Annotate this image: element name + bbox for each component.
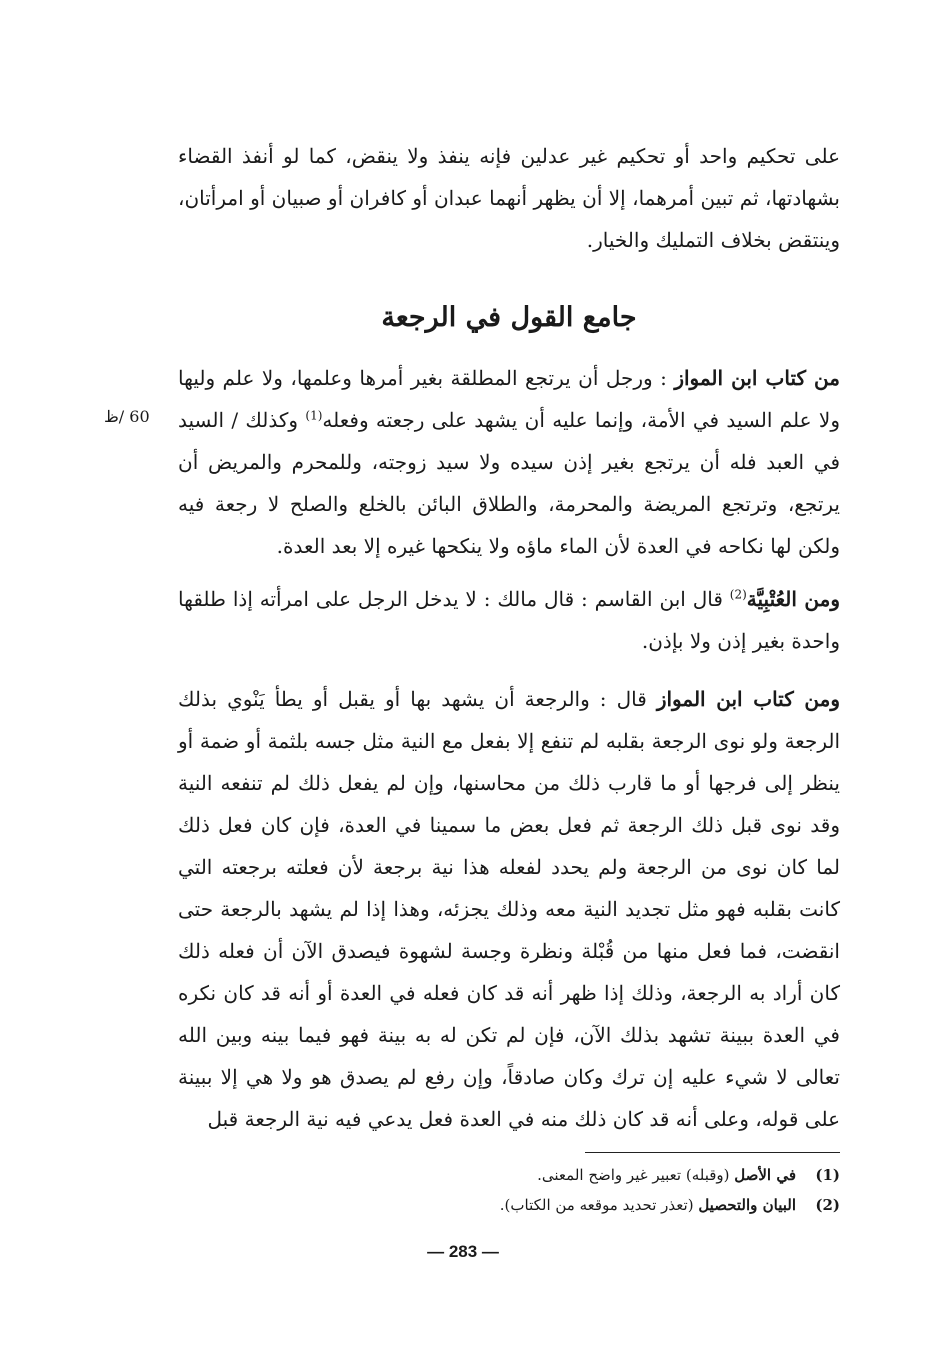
footnote-item <box>178 1190 840 1220</box>
footnote-source: البيان والتحصيل <box>698 1196 796 1214</box>
footnote-body: (تعذر تحديد موقعه من الكتاب). <box>499 1196 699 1214</box>
footnote-text <box>537 1160 796 1190</box>
footnote-ref-1: (1) <box>305 408 323 423</box>
paragraph-2-lead: ومن العُتْبِيَّة <box>746 587 840 611</box>
paragraph-2-text <box>178 578 840 662</box>
paragraph-1 <box>178 357 840 567</box>
intro-paragraph <box>178 135 840 261</box>
footnote-number: (1) <box>815 1166 840 1184</box>
paragraph-2-body: قال ابن القاسم : قال مالك : لا يدخل الرجل على امرأته إذا طلقها واحدة بغير إذن ولا بإذن. <box>178 587 840 653</box>
paragraph-3-body: قال : والرجعة أن يشهد بها أو يقبل أو يطأ يَنْوي بذلك الرجعة ولو نوى الرجعة بقلبه لم تنفع إلا بفعل مع النية مثل جسه بلثمة أو ضمة أو ينظر إلى فرجها أو ما قارب ذلك من محاسنها، وإن لم يفعل ذلك لم تنفعه النية وقد نوى قبل ذلك الرجعة ثم فعل بعض ما سمينا في العدة، فإن كان فعل ذلك لما كان نوى من الرجعة ولم يحدد لفعله هذا نية برجعة لأن فعلته برجعته التي كانت بقلبه فهو مثل تجديد النية معه وذلك يجزئه، وهذا إذا لم يشهد بالرجعة حتى انقضت، فما فعل منها من قُبْلة ونظرة وجسة لشهوة فيصدق الآن أن فعله ذلك كان أراد به الرجعة، وذلك إذا ظهر أنه قد كان فعله في العدة أو أنه قد كان نكره في العدة ببينة تشهد بذلك الآن، فإن لم تكن له به بينة فهو فيما بينه وبين الله تعالى لا شيء عليه إن ترك وكان صادقاً، وإن رفع لم يصدق هو ولا هي إلا ببينة على قوله، وعلى أنه قد كان ذلك منه في العدة فعل يدعي فيه نية الرجعة قبل <box>178 687 840 1131</box>
intro-text: على تحكيم واحد أو تحكيم غير عدلين فإنه ينفذ ولا ينقض، كما لو أنفذ القضاء بشهادتها، ثم تبين أمرهما، إلا أن يظهر أنهما عبدان أو كافران أو صبيان أو امرأتان، وينتقض بخلاف التمليك والخيار. <box>178 144 841 252</box>
footnote-body: (وقبله) تعبير غير واضح المعنى. <box>537 1166 735 1184</box>
section-heading: جامع القول في الرجعة <box>381 302 637 333</box>
footnote-number: (2) <box>815 1196 840 1214</box>
paragraph-1-text-b: وكذلك / السيد في العبد فله أن يرتجع بغير إذن سيده ولا سيد زوجته، وللمحرم والمريض أن يرتجع، وترتجع المريضة والمحرمة، والطلاق البائن بالخلع والصلح لا رجعة فيه ولكن لها نكاحه في العدة لأن الماء ماؤه ولا ينكحها غيره إلا بعد العدة. <box>178 408 841 558</box>
footnote-ref-2: (2) <box>729 587 747 602</box>
footnotes <box>178 1160 840 1220</box>
paragraph-3-lead: ومن كتاب ابن المواز <box>656 687 840 711</box>
paragraph-1-lead: من كتاب ابن المواز <box>674 366 840 390</box>
footnote-divider <box>585 1152 840 1153</box>
margin-folio-note: 60 /ظ <box>104 407 150 426</box>
paragraph-3 <box>178 678 840 1140</box>
paragraph-1-text-a: : ورجل أن يرتجع المطلقة بغير أمرها وعلمها، ولا علم وليها ولا علم السيد في الأمة، وإنما عليه أن يشهد على رجعته وفعله <box>178 366 840 432</box>
page-number: — 283 — <box>427 1242 499 1261</box>
paragraph-2 <box>178 578 840 662</box>
paragraph-3-text <box>178 678 840 1140</box>
footnote-text <box>500 1190 796 1220</box>
footnote-source: في الأصل <box>734 1166 796 1184</box>
footnote-item <box>178 1160 840 1190</box>
paragraph-1-text <box>178 357 840 567</box>
